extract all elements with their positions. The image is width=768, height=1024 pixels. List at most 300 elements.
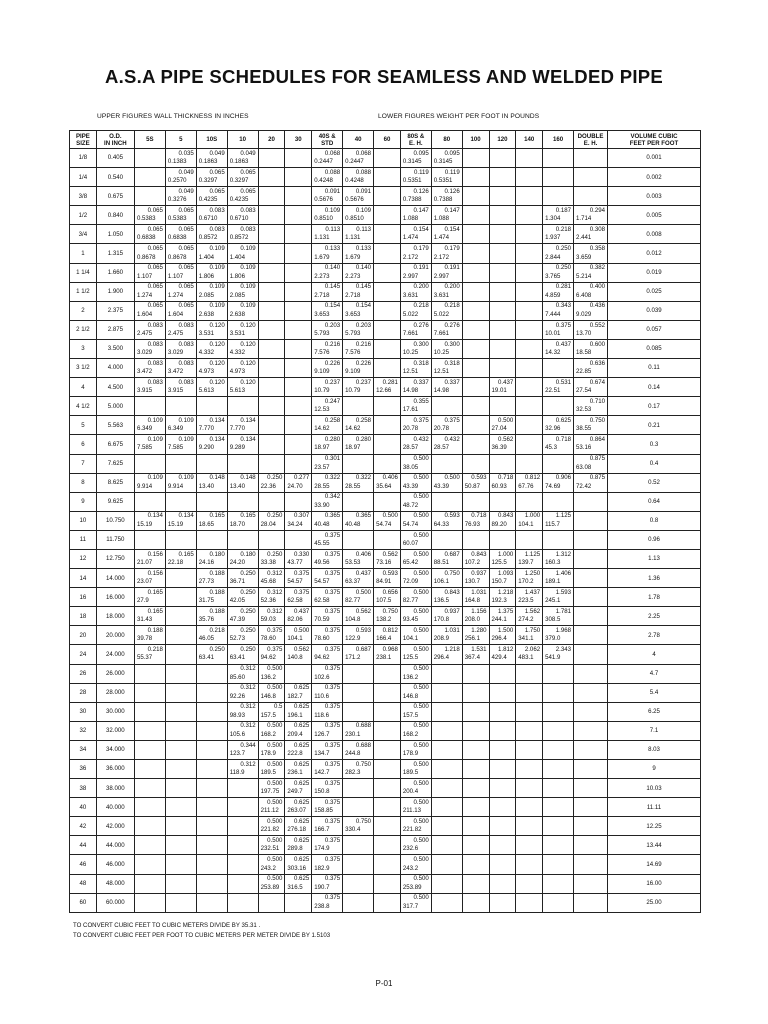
schedule-cell xyxy=(227,416,258,435)
outer-diameter-cell: 40.000 xyxy=(96,798,134,817)
schedule-cell xyxy=(134,874,165,893)
schedule-cell xyxy=(516,206,543,225)
schedule-cell xyxy=(543,225,574,244)
schedule-cell xyxy=(165,874,196,893)
wall-thickness: 0.337 xyxy=(444,378,460,386)
schedule-cell xyxy=(574,359,608,378)
weight-per-foot: 6.408 xyxy=(576,291,592,299)
schedule-cell xyxy=(516,416,543,435)
weight-per-foot: 2.273 xyxy=(345,272,361,280)
schedule-cell xyxy=(543,874,574,893)
schedule-cell xyxy=(400,149,431,168)
schedule-cell xyxy=(258,569,285,588)
wall-thickness: 0.437 xyxy=(293,607,310,615)
schedule-cell xyxy=(516,779,543,798)
weight-per-foot: 7.661 xyxy=(402,329,419,337)
weight-per-foot: 32.53 xyxy=(576,406,592,414)
schedule-cell xyxy=(489,549,516,568)
wall-thickness: 0.625 xyxy=(293,837,310,845)
schedule-cell xyxy=(489,301,516,320)
wall-thickness: 1.562 xyxy=(524,607,541,615)
wall-thickness: 0.065 xyxy=(178,283,194,291)
weight-per-foot: 28.55 xyxy=(345,482,361,490)
table-row xyxy=(70,626,701,645)
schedule-cell xyxy=(374,874,401,893)
volume-cell: 0.012 xyxy=(608,244,701,263)
weight-per-foot: 1.274 xyxy=(167,291,184,299)
wall-thickness: 0.083 xyxy=(178,340,194,348)
wall-thickness: 0.500 xyxy=(444,474,460,482)
weight-per-foot: 9.109 xyxy=(345,368,361,376)
wall-thickness: 0.203 xyxy=(324,321,341,329)
wall-thickness: 0.109 xyxy=(240,264,256,272)
schedule-cell xyxy=(285,225,312,244)
table-row xyxy=(70,530,701,549)
wall-thickness: 0.065 xyxy=(147,206,163,214)
schedule-cell xyxy=(165,454,196,473)
wall-thickness: 1.218 xyxy=(498,588,514,596)
schedule-cell xyxy=(227,149,258,168)
weight-per-foot: 22.85 xyxy=(576,368,592,376)
wall-thickness: 0.218 xyxy=(413,302,429,310)
table-row xyxy=(70,282,701,301)
weight-per-foot: 15.19 xyxy=(136,520,153,528)
weight-per-foot: 82.77 xyxy=(402,597,419,605)
weight-per-foot: 3.029 xyxy=(136,348,153,356)
wall-thickness: 0.180 xyxy=(209,550,225,558)
schedule-cell xyxy=(227,645,258,664)
wall-thickness: 0.500 xyxy=(413,474,429,482)
weight-per-foot: 243.2 xyxy=(260,864,276,872)
schedule-cell xyxy=(196,530,227,549)
weight-per-foot: 2.844 xyxy=(545,253,561,261)
wall-thickness: 0.500 xyxy=(413,741,429,749)
wall-thickness: 0.312 xyxy=(267,569,283,577)
weight-per-foot: 168.2 xyxy=(260,730,276,738)
schedule-cell xyxy=(516,683,543,702)
weight-per-foot: 0.1863 xyxy=(198,158,218,166)
schedule-cell xyxy=(258,664,285,683)
wall-thickness: 0.147 xyxy=(444,206,460,214)
schedule-cell xyxy=(258,798,285,817)
schedule-cell xyxy=(312,511,343,530)
wall-thickness: 0.500 xyxy=(413,779,429,787)
wall-thickness: 0.083 xyxy=(209,226,225,234)
schedule-cell xyxy=(258,225,285,244)
schedule-cell xyxy=(227,168,258,187)
schedule-cell xyxy=(134,320,165,339)
schedule-cell xyxy=(374,721,401,740)
weight-per-foot: 232.6 xyxy=(402,845,419,853)
wall-thickness: 0.250 xyxy=(555,264,572,272)
weight-per-foot: 0.5676 xyxy=(345,196,364,204)
schedule-cell xyxy=(196,473,227,492)
weight-per-foot: 60.07 xyxy=(402,539,419,547)
schedule-cell xyxy=(400,874,431,893)
weight-per-foot: 4.332 xyxy=(198,348,215,356)
schedule-cell xyxy=(462,779,489,798)
wall-thickness: 0.843 xyxy=(498,512,514,520)
schedule-cell xyxy=(312,664,343,683)
schedule-cell xyxy=(312,569,343,588)
schedule-cell xyxy=(343,416,374,435)
schedule-cell xyxy=(462,454,489,473)
wall-thickness: 0.674 xyxy=(589,378,606,386)
schedule-cell xyxy=(489,740,516,759)
schedule-cell xyxy=(343,263,374,282)
schedule-cell xyxy=(516,569,543,588)
weight-per-foot: 276.18 xyxy=(287,826,307,834)
schedule-cell xyxy=(343,320,374,339)
weight-per-foot: 232.51 xyxy=(260,845,280,853)
schedule-cell xyxy=(165,740,196,759)
weight-per-foot: 221.82 xyxy=(260,826,280,834)
weight-per-foot: 0.8572 xyxy=(229,234,249,242)
schedule-cell xyxy=(196,798,227,817)
wall-thickness: 0.382 xyxy=(589,264,606,272)
wall-thickness: 0.625 xyxy=(293,684,310,692)
outer-diameter-cell: 30.000 xyxy=(96,702,134,721)
weight-per-foot: 136.5 xyxy=(433,597,450,605)
weight-per-foot: 1.274 xyxy=(136,291,153,299)
schedule-cell xyxy=(196,435,227,454)
weight-per-foot: 166.7 xyxy=(314,826,330,834)
schedule-cell xyxy=(285,683,312,702)
schedule-cell xyxy=(400,282,431,301)
weight-per-foot: 42.05 xyxy=(229,597,245,605)
weight-per-foot: 82.77 xyxy=(345,597,361,605)
schedule-cell xyxy=(574,225,608,244)
outer-diameter-cell: 0.540 xyxy=(96,168,134,187)
page-title: A.S.A PIPE SCHEDULES FOR SEAMLESS AND WELDED PIPE xyxy=(104,66,664,87)
wall-thickness: 0.218 xyxy=(147,646,163,654)
weight-per-foot: 18.97 xyxy=(345,444,361,452)
weight-per-foot: 245.1 xyxy=(545,597,561,605)
table-row xyxy=(70,645,701,664)
column-header: VOLUME CUBIC FEET PER FOOT xyxy=(608,131,701,149)
schedule-cell xyxy=(574,549,608,568)
wall-thickness: 0.531 xyxy=(555,378,572,386)
weight-per-foot: 2.638 xyxy=(229,310,245,318)
outer-diameter-cell: 32.000 xyxy=(96,721,134,740)
schedule-cell xyxy=(489,149,516,168)
schedule-cell xyxy=(196,664,227,683)
schedule-cell xyxy=(462,378,489,397)
schedule-cell xyxy=(165,683,196,702)
schedule-cell xyxy=(574,397,608,416)
schedule-cell xyxy=(574,817,608,836)
wall-thickness: 0.375 xyxy=(267,646,283,654)
volume-cell: 11.11 xyxy=(608,798,701,817)
schedule-cell xyxy=(489,473,516,492)
schedule-cell xyxy=(543,492,574,511)
weight-per-foot: 1.131 xyxy=(314,234,330,242)
outer-diameter-cell: 34.000 xyxy=(96,740,134,759)
weight-per-foot: 190.7 xyxy=(314,883,330,891)
schedule-cell xyxy=(165,492,196,511)
weight-per-foot: 7.770 xyxy=(198,425,215,433)
schedule-cell xyxy=(431,569,462,588)
wall-thickness: 0.875 xyxy=(589,474,606,482)
outer-diameter-cell: 0.840 xyxy=(96,206,134,225)
wall-thickness: 0.500 xyxy=(267,722,283,730)
schedule-cell xyxy=(196,683,227,702)
weight-per-foot: 47.39 xyxy=(229,616,245,624)
schedule-cell xyxy=(374,320,401,339)
schedule-cell xyxy=(489,721,516,740)
schedule-cell xyxy=(574,740,608,759)
outer-diameter-cell: 14.000 xyxy=(96,569,134,588)
schedule-cell xyxy=(285,168,312,187)
schedule-cell xyxy=(134,454,165,473)
schedule-cell xyxy=(285,740,312,759)
wall-thickness: 0.375 xyxy=(324,817,341,825)
pipe-size-cell: 38 xyxy=(70,779,97,798)
schedule-cell xyxy=(462,607,489,626)
wall-thickness: 0.312 xyxy=(240,684,256,692)
wall-thickness: 0.500 xyxy=(413,607,429,615)
schedule-cell xyxy=(516,492,543,511)
weight-per-foot: 24.70 xyxy=(287,482,303,490)
outer-diameter-cell: 10.750 xyxy=(96,511,134,530)
schedule-cell xyxy=(285,645,312,664)
schedule-cell xyxy=(431,607,462,626)
pipe-size-cell: 9 xyxy=(70,492,97,511)
schedule-cell xyxy=(431,301,462,320)
wall-thickness: 0.593 xyxy=(444,512,460,520)
outer-diameter-cell: 8.625 xyxy=(96,473,134,492)
pipe-size-cell: 30 xyxy=(70,702,97,721)
schedule-cell xyxy=(400,893,431,912)
schedule-cell xyxy=(574,263,608,282)
schedule-cell xyxy=(489,435,516,454)
schedule-cell xyxy=(374,740,401,759)
wall-thickness: 0.718 xyxy=(471,512,487,520)
schedule-cell xyxy=(258,817,285,836)
weight-per-foot: 53.16 xyxy=(576,444,592,452)
pipe-size-cell: 36 xyxy=(70,760,97,779)
weight-per-foot: 0.8572 xyxy=(198,234,218,242)
weight-per-foot: 4.332 xyxy=(229,348,245,356)
schedule-cell xyxy=(543,588,574,607)
wall-thickness: 0.120 xyxy=(240,340,256,348)
wall-thickness: 0.500 xyxy=(413,646,429,654)
weight-per-foot: 2.085 xyxy=(229,291,245,299)
schedule-cell xyxy=(165,378,196,397)
weight-per-foot: 60.93 xyxy=(491,482,507,490)
conversion-note-per-meter: TO CONVERT CUBIC FEET PER FOOT TO CUBIC METERS PER METER DIVIDE BY 1.5103 xyxy=(73,932,331,939)
schedule-cell xyxy=(196,721,227,740)
volume-cell: 0.52 xyxy=(608,473,701,492)
schedule-cell xyxy=(489,607,516,626)
column-header: 80S & E. H. xyxy=(400,131,431,149)
schedule-cell xyxy=(165,473,196,492)
schedule-cell xyxy=(285,378,312,397)
wall-thickness: 0.500 xyxy=(413,875,429,883)
weight-per-foot: 244.8 xyxy=(345,749,361,757)
schedule-cell xyxy=(165,263,196,282)
weight-per-foot: 10.25 xyxy=(433,348,450,356)
schedule-cell xyxy=(374,397,401,416)
wall-thickness: 0.500 xyxy=(267,817,283,825)
volume-cell: 0.11 xyxy=(608,359,701,378)
weight-per-foot: 483.1 xyxy=(518,654,534,662)
schedule-cell xyxy=(227,397,258,416)
weight-per-foot: 78.60 xyxy=(314,635,330,643)
schedule-cell xyxy=(400,435,431,454)
schedule-cell xyxy=(400,779,431,798)
schedule-cell xyxy=(431,874,462,893)
wall-thickness: 0.133 xyxy=(324,245,341,253)
schedule-cell xyxy=(165,664,196,683)
schedule-cell xyxy=(516,893,543,912)
schedule-cell xyxy=(312,683,343,702)
wall-thickness: 0.400 xyxy=(589,283,606,291)
wall-thickness: 1.531 xyxy=(471,646,487,654)
schedule-cell xyxy=(343,339,374,358)
schedule-cell xyxy=(574,492,608,511)
schedule-cell xyxy=(258,549,285,568)
schedule-cell xyxy=(165,301,196,320)
pipe-size-cell: 1/2 xyxy=(70,206,97,225)
wall-thickness: 0.562 xyxy=(355,607,372,615)
schedule-cell xyxy=(574,206,608,225)
schedule-cell xyxy=(343,874,374,893)
wall-thickness: 0.500 xyxy=(413,588,429,596)
schedule-cell xyxy=(543,263,574,282)
schedule-cell xyxy=(165,320,196,339)
schedule-cell xyxy=(489,664,516,683)
schedule-cell xyxy=(134,339,165,358)
schedule-cell xyxy=(165,779,196,798)
schedule-cell xyxy=(489,454,516,473)
table-row xyxy=(70,359,701,378)
wall-thickness: 0.065 xyxy=(147,245,163,253)
pipe-size-cell: 32 xyxy=(70,721,97,740)
schedule-cell xyxy=(312,721,343,740)
weight-per-foot: 3.659 xyxy=(576,253,592,261)
wall-thickness: 0.091 xyxy=(324,187,341,195)
schedule-cell xyxy=(258,702,285,721)
schedule-cell xyxy=(489,760,516,779)
schedule-cell xyxy=(312,416,343,435)
weight-per-foot: 1.404 xyxy=(198,253,215,261)
wall-thickness: 0.968 xyxy=(382,646,398,654)
schedule-cell xyxy=(227,473,258,492)
column-header: 100 xyxy=(462,131,489,149)
weight-per-foot: 36.71 xyxy=(229,578,245,586)
wall-thickness: 0.375 xyxy=(324,569,341,577)
schedule-cell xyxy=(134,378,165,397)
schedule-cell xyxy=(516,836,543,855)
schedule-cell xyxy=(134,206,165,225)
weight-per-foot: 62.58 xyxy=(287,597,303,605)
weight-per-foot: 243.2 xyxy=(402,864,419,872)
schedule-cell xyxy=(227,893,258,912)
weight-per-foot: 28.04 xyxy=(260,520,276,528)
weight-per-foot: 45.68 xyxy=(260,578,276,586)
schedule-cell xyxy=(516,320,543,339)
weight-per-foot: 157.5 xyxy=(402,711,419,719)
weight-per-foot: 104.1 xyxy=(518,520,534,528)
schedule-cell xyxy=(400,798,431,817)
weight-per-foot: 249.7 xyxy=(287,788,303,796)
weight-per-foot: 15.19 xyxy=(167,520,184,528)
weight-per-foot: 31.43 xyxy=(136,616,153,624)
schedule-cell xyxy=(258,607,285,626)
wall-thickness: 0.322 xyxy=(355,474,372,482)
wall-thickness: 0.375 xyxy=(293,569,310,577)
wall-thickness: 0.120 xyxy=(209,340,225,348)
schedule-cell xyxy=(431,893,462,912)
wall-thickness: 0.358 xyxy=(589,245,606,253)
schedule-cell xyxy=(543,740,574,759)
weight-per-foot: 3.531 xyxy=(229,329,245,337)
schedule-cell xyxy=(400,645,431,664)
schedule-cell xyxy=(462,435,489,454)
schedule-cell xyxy=(516,187,543,206)
weight-per-foot: 2.718 xyxy=(345,291,361,299)
weight-per-foot: 118.6 xyxy=(314,711,330,719)
outer-diameter-cell: 42.000 xyxy=(96,817,134,836)
schedule-cell xyxy=(516,168,543,187)
volume-cell: 10.03 xyxy=(608,779,701,798)
wall-thickness: 0.843 xyxy=(471,550,487,558)
schedule-cell xyxy=(574,721,608,740)
schedule-cell xyxy=(285,817,312,836)
schedule-cell xyxy=(285,473,312,492)
volume-cell: 6.25 xyxy=(608,702,701,721)
schedule-cell xyxy=(196,817,227,836)
wall-thickness: 0.312 xyxy=(267,607,283,615)
schedule-cell xyxy=(134,244,165,263)
weight-per-foot: 341.1 xyxy=(518,635,534,643)
schedule-cell xyxy=(516,626,543,645)
weight-per-foot: 43.39 xyxy=(433,482,450,490)
weight-per-foot: 17.61 xyxy=(402,406,419,414)
wall-thickness: 0.562 xyxy=(382,550,398,558)
schedule-cell xyxy=(165,702,196,721)
schedule-cell xyxy=(312,836,343,855)
schedule-cell xyxy=(516,511,543,530)
schedule-cell xyxy=(343,549,374,568)
wall-thickness: 0.154 xyxy=(444,226,460,234)
column-header: 40 xyxy=(343,131,374,149)
weight-per-foot: 28.57 xyxy=(433,444,450,452)
wall-thickness: 0.342 xyxy=(324,493,341,501)
schedule-cell xyxy=(227,874,258,893)
schedule-cell xyxy=(285,301,312,320)
schedule-cell xyxy=(462,168,489,187)
pipe-size-cell: 12 xyxy=(70,549,97,568)
schedule-cell xyxy=(285,626,312,645)
weight-per-foot: 12.51 xyxy=(433,368,450,376)
weight-per-foot: 3.631 xyxy=(433,291,450,299)
volume-cell: 1.13 xyxy=(608,549,701,568)
schedule-cell xyxy=(489,645,516,664)
wall-thickness: 0.109 xyxy=(209,264,225,272)
schedule-cell xyxy=(312,607,343,626)
weight-per-foot: 1.679 xyxy=(314,253,330,261)
wall-thickness: 0.375 xyxy=(413,416,429,424)
schedule-cell xyxy=(516,530,543,549)
wall-thickness: 0.065 xyxy=(178,226,194,234)
pipe-size-cell: 1 1/4 xyxy=(70,263,97,282)
schedule-cell xyxy=(134,225,165,244)
schedule-cell xyxy=(165,607,196,626)
schedule-cell xyxy=(134,435,165,454)
wall-thickness: 0.636 xyxy=(589,359,606,367)
